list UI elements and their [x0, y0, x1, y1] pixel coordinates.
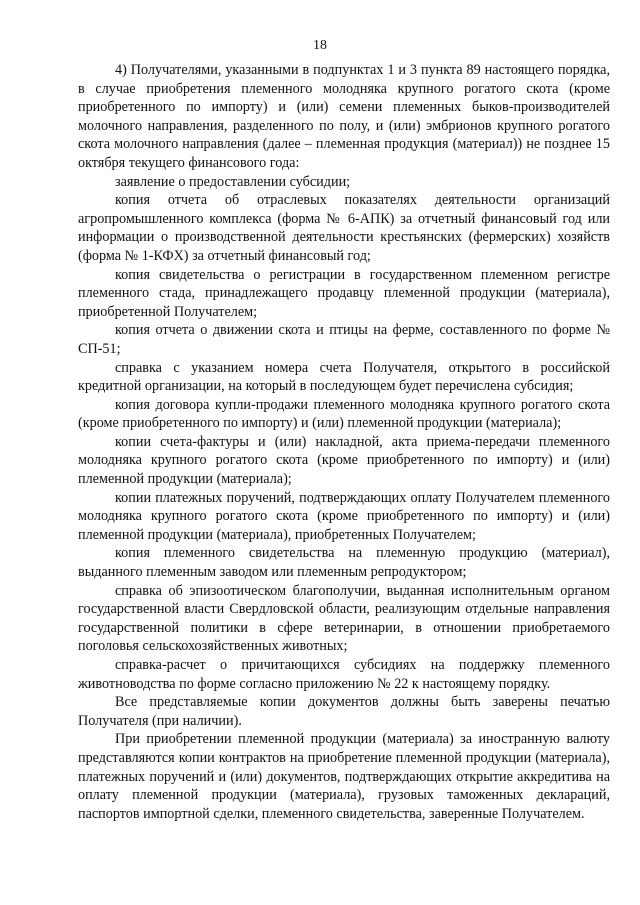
paragraph-invoice-copies: копии счета-фактуры и (или) накладной, акта приема-передачи племенного молодняка крупного рогатого скота (кроме приобретенного по импорту) и (или) племенной продукции (материала); — [78, 433, 610, 488]
paragraph-breeding-register-certificate: копия свидетельства о регистрации в государственном племенном регистре племенного стада, принадлежащего продавцу племенной продукции (материала), приобретенной Получателем; — [78, 266, 610, 320]
document-body — [78, 61, 610, 823]
paragraph-subsidy-application: заявление о предоставлении субсидии; — [115, 173, 351, 190]
paragraph-certification-requirement: Все представляемые копии документов должны быть заверены печатью Получателя (при наличии). — [78, 694, 610, 729]
paragraph-foreign-currency-purchase: При приобретении племенной продукции (материала) за иностранную валюту представляются копии контрактов на приобретение племенной продукции (материала), платежных поручений и (или) документов, подтверждающих открытие аккредитива на оплату племенной продукции (материала), грузовых таможенных деклараций, паспортов импортной сделки, племенного свидетельства, заверенные Получателем. — [78, 731, 610, 822]
paragraph-bank-account-certificate: справка с указанием номера счета Получателя, открытого в российской кредитной организации, на который в последующем будет перечислена субсидия; — [78, 359, 610, 395]
paragraph-purchase-contract-copy: копия договора купли-продажи племенного молодняка крупного рогатого скота (кроме приобретенного по импорту) и (или) племенной продукции (материала); — [78, 396, 610, 432]
paragraph-breeding-certificate-copy: копия племенного свидетельства на племенную продукцию (материал), выданного племенным заводом или племенным репродуктором; — [78, 545, 610, 581]
paragraph-payment-orders: копии платежных поручений, подтверждающих оплату Получателем племенного молодняка крупного рогатого скота (кроме приобретенного по импорту) и (или) племенной продукции (материала), приобретенных Получателем; — [78, 489, 610, 543]
paragraph-recipients-intro: 4) Получателями, указанными в подпунктах 1 и 3 пункта 89 настоящего порядка, в случае приобретения племенного молодняка крупного рогатого скота (кроме приобретенного по импорту) и (или) семени племенных быков-производителей молочного направления, разделенного по полу, и (или) эмбрионов крупного рогатого скота молочного направления (далее – племенная продукция (материал)) не позднее 15 октября текущего финансового года: — [78, 62, 610, 171]
page-number: 18 — [313, 38, 327, 53]
paragraph-livestock-movement-report: копия отчета о движении скота и птицы на ферме, составленного по форме № СП-51; — [78, 322, 610, 357]
paragraph-epizootic-certificate: справка об эпизоотическом благополучии, выданная исполнительным органом государственной власти Свердловской области, реализующим отдельные направления государственной политики в сфере ветеринарии, в отношении приобретаемого поголовья сельскохозяйственных животных; — [78, 582, 610, 655]
paragraph-subsidy-calculation: справка-расчет о причитающихся субсидиях на поддержку племенного животноводства по форме согласно приложению № 22 к настоящему порядку. — [78, 657, 610, 692]
paragraph-apk-report-copy: копия отчета об отраслевых показателях деятельности организаций агропромышленного комплекса (форма № 6-АПК) за отчетный финансовый год или информации о производственной деятельности крестьянских (фермерских) хозяйств (форма № 1-КФХ) за отчетный финансовый год; — [78, 192, 610, 264]
